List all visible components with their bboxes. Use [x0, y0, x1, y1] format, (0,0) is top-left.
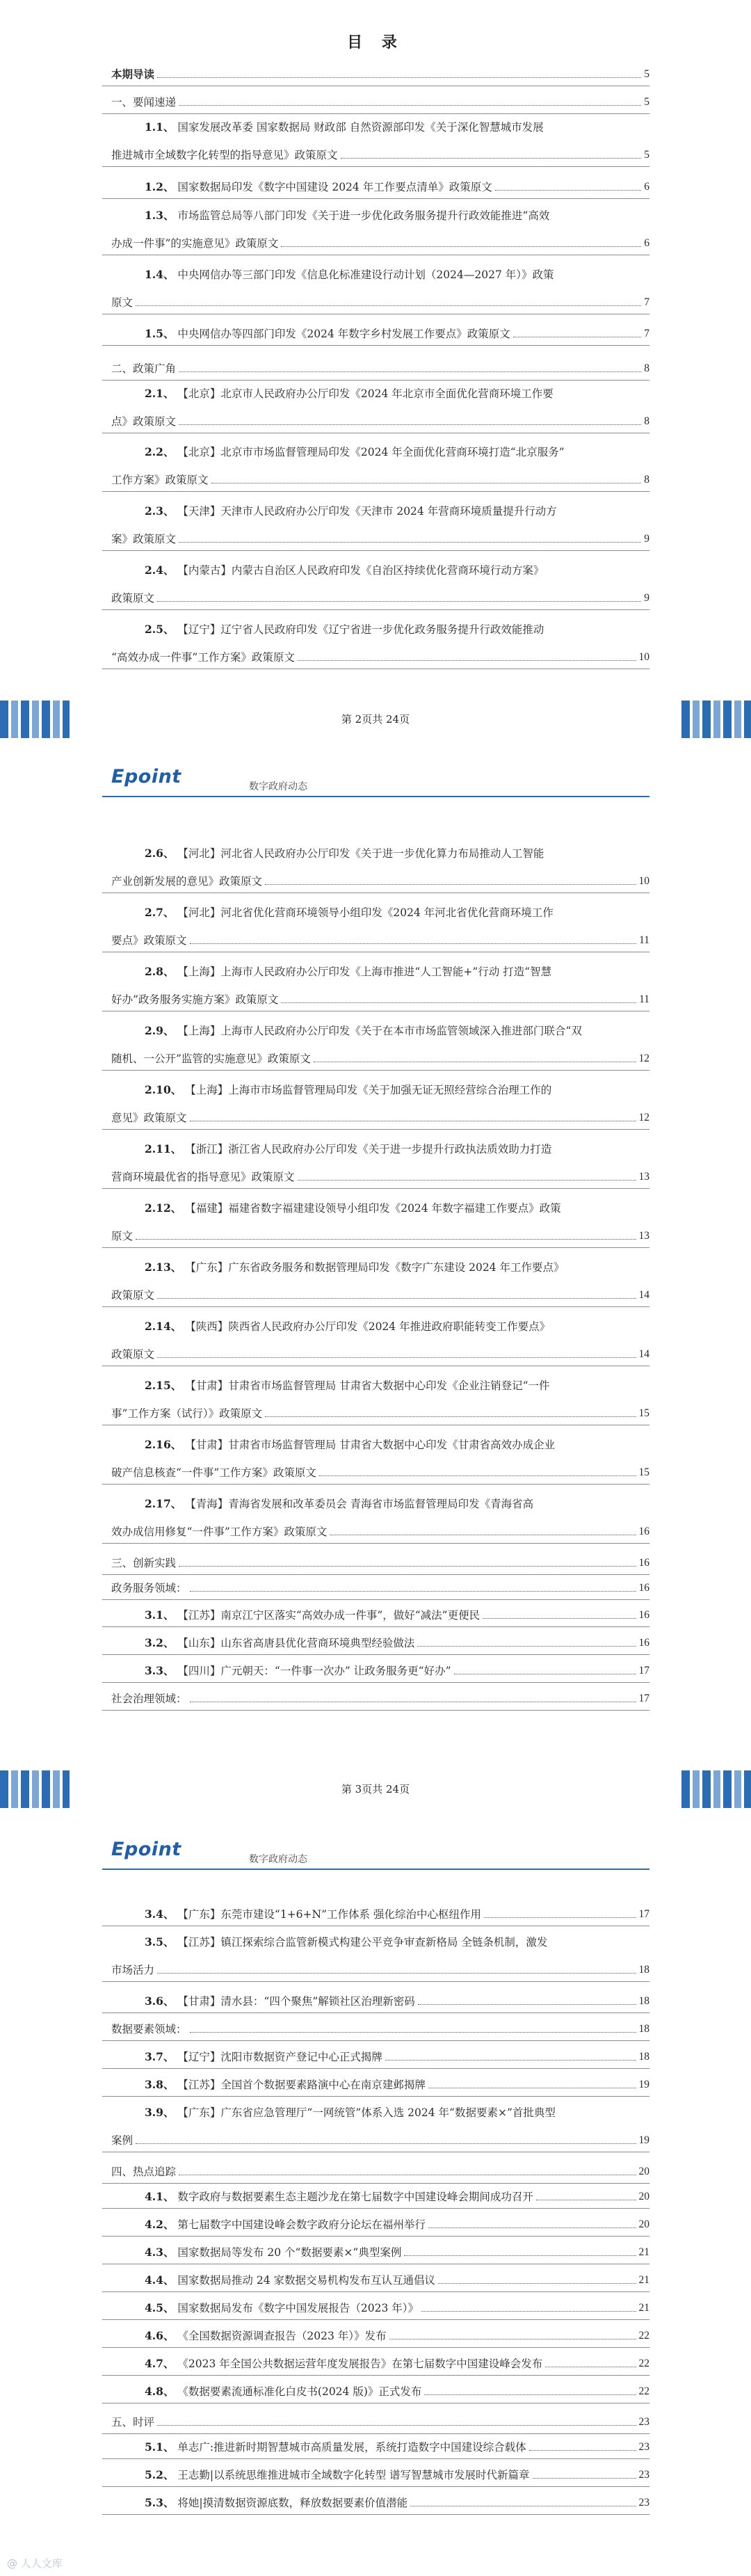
dot-leader: [529, 2449, 636, 2451]
toc-entry-text: 意见》政策原文: [111, 1112, 187, 1124]
toc-entry-text: 数字政府与数据要素生态主题沙龙在第七届数字中国建设峰会期间成功召开: [177, 2191, 533, 2203]
toc-entry-text: 一、要闻速递: [111, 96, 177, 109]
toc-entry-text: 第七届数字中国建设峰会数字政府分论坛在福州举行: [177, 2218, 426, 2231]
toc-entry-text: 【广东】广东省政务服务和数据管理局印发《数字广东建设 2024 年工作要点》: [185, 1261, 565, 1274]
toc-entry-text: 案》政策原文: [111, 533, 177, 545]
dot-leader: [483, 1617, 636, 1619]
page-number: 第 3页共 24页: [341, 1783, 410, 1795]
dot-leader: [179, 371, 641, 372]
toc-page-number: 18: [638, 2051, 649, 2063]
toc-page-number: 17: [638, 1908, 649, 1920]
toc-entry-text: 【青海】青海省发展和改革委员会 青海省市场监督管理局印发《青海省高: [185, 1498, 534, 1510]
toc-entry-number: 2.5、: [145, 623, 175, 636]
toc-page-number: 20: [638, 2218, 649, 2230]
toc-entry-text: 【辽宁】沈阳市数据资产登记中心正式揭牌: [177, 2051, 382, 2063]
dot-leader: [404, 2255, 636, 2256]
dot-leader: [341, 157, 642, 159]
dot-leader: [533, 2477, 636, 2479]
toc-entry-text: 国家数据局推动 24 家数据交易机构发布互认互通倡议: [177, 2274, 435, 2287]
toc-entry-number: 3.5、: [145, 1935, 175, 1949]
page-footer-band-2: [0, 1770, 751, 1808]
toc-entry-number: 5.1、: [145, 2440, 175, 2454]
toc-entry-text: 【江苏】全国首个数据要素路演中心在南京建邺揭牌: [177, 2079, 426, 2091]
toc-entry-number: 2.3、: [145, 504, 175, 518]
toc-page-number: 23: [638, 2497, 649, 2509]
toc-entry-number: 2.6、: [145, 847, 175, 860]
dot-leader: [179, 2174, 636, 2175]
toc-entry-number: 3.8、: [145, 2078, 175, 2091]
toc-page-number: 22: [638, 2330, 649, 2342]
toc-entry-text: 【甘肃】甘肃省市场监督管理局 甘肃省大数据中心印发《企业注销登记“一件: [185, 1379, 550, 1392]
toc-page-number: 5: [644, 96, 649, 108]
dot-leader: [179, 1565, 636, 1567]
toc-entry-text: 王志勤|以系统思维推进城市全域数字化转型 谱写智慧城市发展时代新篇章: [177, 2469, 530, 2481]
toc-entry-text: 案例: [111, 2134, 134, 2147]
dot-leader: [410, 2505, 636, 2506]
toc-page-number: 9: [644, 533, 649, 545]
toc-separator: [102, 2433, 649, 2434]
toc-page-number: 8: [644, 362, 649, 374]
toc-entry-text: 将她|摸清数据资源底数，释放数据要素价值潜能: [177, 2497, 408, 2509]
toc-separator: [102, 1710, 649, 1711]
dot-leader: [179, 541, 641, 543]
toc-entry-text: 国家数据局等发布 20 个“数据要素×”典型案例: [177, 2246, 402, 2259]
toc-entry-number: 2.14、: [145, 1320, 182, 1333]
toc-page-number: 12: [638, 1112, 649, 1123]
toc-entry-number: 2.10、: [145, 1083, 182, 1096]
dot-leader: [157, 1357, 636, 1358]
toc-page-number: 8: [644, 415, 649, 427]
dot-leader: [190, 1701, 636, 1702]
toc-separator: [102, 491, 649, 492]
toc-separator: [102, 2183, 649, 2184]
toc-page-number: 6: [644, 181, 649, 193]
toc-separator: [102, 345, 649, 346]
toc-page-number: 21: [638, 2302, 649, 2314]
toc-entry-number: 4.4、: [145, 2273, 175, 2287]
toc-entry-number: 4.5、: [145, 2301, 175, 2314]
toc-entry-text: 【广东】广东省应急管理厅“一网统管”体系入选 2024 年“数据要素×”首批典型: [177, 2106, 556, 2119]
toc-page-number: 12: [638, 1053, 649, 1064]
toc-page-number: 16: [638, 1582, 649, 1594]
toc-entry-text: 推进城市全域数字化转型的指导意见》政策原文: [111, 149, 338, 161]
toc-entry-text: 破产信息核查“一件事”工作方案》政策原文: [111, 1466, 316, 1479]
dot-leader: [454, 1673, 636, 1674]
toc-separator: [102, 1543, 649, 1544]
toc-separator: [102, 2319, 649, 2320]
toc-entry-text: 中央网信办等四部门印发《2024 年数字乡村发展工作要点》政策原文: [177, 328, 510, 340]
dot-leader: [298, 659, 636, 661]
toc-entry-text: 【四川】广元朝天：“一件事一次办” 让政务服务更“好办”: [177, 1665, 451, 1677]
toc-separator: [102, 2486, 649, 2487]
toc-entry-text: “高效办成一件事”工作方案》政策原文: [111, 651, 295, 664]
dot-leader: [190, 1590, 636, 1592]
toc-page-number: 21: [638, 2246, 649, 2258]
toc-page-number: 8: [644, 474, 649, 486]
toc-separator: [102, 2096, 649, 2097]
toc-page-number: 10: [638, 875, 649, 887]
toc-page-number: 15: [638, 1407, 649, 1419]
dot-leader: [190, 2031, 636, 2033]
toc-page-number: 6: [644, 237, 649, 249]
dot-leader: [281, 246, 641, 247]
toc-page-number: 16: [638, 1526, 649, 1537]
toc-page-number: 23: [638, 2469, 649, 2481]
page-header-3: [0, 1828, 751, 1912]
header-subtitle: 数字政府动态: [249, 781, 307, 792]
dot-leader: [495, 189, 642, 191]
toc-entry-text: 【上海】上海市市场监督管理局印发《关于加强无证无照经营综合治理工作的: [185, 1084, 552, 1096]
toc-page-number: 18: [638, 1995, 649, 2007]
toc-page-number: 14: [638, 1348, 649, 1360]
toc-entry-text: 国家数据局发布《数字中国发展报告（2023 年）》: [177, 2302, 419, 2314]
toc-separator: [102, 2458, 649, 2459]
toc-page-number: 7: [644, 296, 649, 308]
toc-entry-number: 2.17、: [145, 1497, 182, 1510]
toc-entry-text: 市场活力: [111, 1964, 155, 1976]
dot-leader: [385, 2059, 636, 2061]
toc-entry-text: 【广东】东莞市建设“1+6+N”工作体系 强化综治中心枢纽作用: [177, 1908, 481, 1921]
dot-leader: [421, 2310, 636, 2312]
dot-leader: [190, 943, 637, 944]
toc-entry-number: 2.16、: [145, 1438, 182, 1451]
toc-entry-text: 社会治理领域：: [111, 1693, 187, 1705]
page-footer-band-1: [0, 701, 751, 738]
toc-entry-text: 《全国数据资源调查报告（2023 年）》发布: [177, 2330, 387, 2342]
dot-leader: [136, 305, 641, 306]
watermark: @ 人人文库: [7, 2557, 63, 2570]
toc-entry-number: 4.6、: [145, 2329, 175, 2342]
toc-entry-number: 3.1、: [145, 1608, 175, 1622]
toc-separator: [102, 2236, 649, 2237]
toc-separator: [102, 1070, 649, 1071]
toc-entry-text: 国家数据局印发《数字中国建设 2024 年工作要点清单》政策原文: [177, 181, 492, 193]
toc-separator: [102, 2068, 649, 2069]
toc-entry-number: 2.1、: [145, 387, 175, 400]
toc-entry-text: 效办成信用修复“一件事”工作方案》政策原文: [111, 1526, 328, 1538]
toc-entry-text: 【内蒙古】内蒙古自治区人民政府印发《自治区持续优化营商环境行动方案》: [177, 564, 544, 577]
toc-separator: [102, 113, 649, 114]
toc-separator: [102, 166, 649, 167]
dot-leader: [314, 1061, 636, 1062]
toc-separator: [102, 2375, 649, 2376]
toc-entry-number: 4.1、: [145, 2190, 175, 2203]
header-rule: [102, 796, 649, 797]
dot-leader: [330, 1534, 636, 1535]
toc-page-number: 9: [644, 592, 649, 604]
toc-separator: [102, 2514, 649, 2515]
page-header-2: [0, 755, 751, 839]
dot-leader: [157, 77, 641, 78]
toc-entry-text: 原文: [111, 296, 134, 309]
toc-entry-text: 【山东】山东省高唐县优化营商环境典型经验做法: [177, 1637, 415, 1649]
dot-leader: [389, 2338, 636, 2339]
toc-separator: [102, 1626, 649, 1627]
toc-entry-text: 四、热点追踪: [111, 2166, 177, 2178]
toc-page-number: 14: [638, 1289, 649, 1301]
dot-leader: [136, 1238, 636, 1240]
toc-entry-text: 【陕西】陕西省人民政府办公厅印发《2024 年推进政府职能转变工作要点》: [185, 1320, 551, 1333]
toc-entry-text: 【甘肃】清水县：“四个聚焦”解锁社区治理新密码: [177, 1995, 415, 2008]
toc-entry-text: 【北京】北京市人民政府办公厅印发《2024 年北京市全面优化营商环境工作要: [177, 387, 554, 400]
toc-entry-text: 五、时评: [111, 2416, 155, 2429]
dot-leader: [179, 104, 641, 106]
footer-decoration-right: [681, 701, 751, 738]
toc-page-number: 16: [638, 1609, 649, 1621]
toc-page-number: 23: [638, 2416, 649, 2428]
toc-entry-text: 【甘肃】甘肃省市场监督管理局 甘肃省大数据中心印发《甘肃省高效办成企业: [185, 1439, 556, 1451]
toc-entry-text: 国家发展改革委 国家数据局 财政部 自然资源部印发《关于深化智慧城市发展: [177, 121, 544, 134]
toc-entry-number: 2.2、: [145, 445, 175, 458]
toc-entry-number: 2.7、: [145, 906, 175, 919]
toc-entry-number: 2.4、: [145, 563, 175, 577]
toc-separator: [102, 1574, 649, 1575]
toc-entry-number: 2.13、: [145, 1261, 182, 1274]
dot-leader: [265, 883, 636, 885]
toc-entry-text: 二、政策广角: [111, 362, 177, 375]
toc-entry-text: 中央网信办等三部门印发《信息化标准建设行动计划（2024—2027 年）》政策: [177, 269, 554, 281]
toc-separator: [102, 1306, 649, 1307]
toc-separator: [102, 1247, 649, 1248]
toc-page-number: 10: [638, 651, 649, 663]
toc-page-number: 19: [638, 2079, 649, 2090]
toc-page-number: 23: [638, 2441, 649, 2453]
toc-entry-number: 4.2、: [145, 2218, 175, 2231]
toc-page-number: 5: [644, 68, 649, 80]
toc-entry-number: 1.1、: [145, 120, 175, 134]
toc-entry-text: 政策原文: [111, 592, 155, 605]
toc-page-number: 17: [638, 1665, 649, 1677]
dot-leader: [157, 600, 641, 602]
toc-entry-text: 【河北】河北省人民政府办公厅印发《关于进一步优化算力布局推动人工智能: [177, 847, 544, 860]
toc-page-number: 13: [638, 1171, 649, 1183]
toc-page-number: 15: [638, 1466, 649, 1478]
toc-entry-number: 3.2、: [145, 1636, 175, 1649]
toc-entry-text: 政策原文: [111, 1289, 155, 1302]
toc-entry-number: 3.4、: [145, 1907, 175, 1921]
dot-leader: [428, 2227, 636, 2228]
toc-entry-text: 产业创新发展的意见》政策原文: [111, 875, 263, 888]
dot-leader: [484, 1917, 636, 1918]
toc-separator: [102, 2040, 649, 2041]
toc-separator: [102, 609, 649, 610]
dot-leader: [536, 2199, 636, 2200]
toc-entry-text: 营商环境最优省的指导意见》政策原文: [111, 1171, 295, 1183]
toc-entry-text: 点》政策原文: [111, 415, 177, 428]
dot-leader: [424, 2394, 636, 2395]
toc-page-number: 18: [638, 2023, 649, 2035]
toc-entry-number: 1.4、: [145, 268, 175, 281]
toc-entry-text: 三、创新实践: [111, 1557, 177, 1569]
header-subtitle: 数字政府动态: [249, 1854, 307, 1865]
toc-page-number: 5: [644, 149, 649, 161]
toc-entry-number: 3.6、: [145, 1994, 175, 2008]
toc-page-number: 16: [638, 1637, 649, 1649]
toc-entry-text: 市场监管总局等八部门印发《关于进一步优化政务服务提升行政效能推进“高效: [177, 209, 550, 222]
dot-leader: [157, 1297, 636, 1299]
toc-separator: [102, 380, 649, 381]
toc-entry-text: 政务服务领域：: [111, 1582, 187, 1594]
toc-page-number: 18: [638, 1964, 649, 1976]
dot-leader: [157, 2424, 636, 2426]
dot-leader: [428, 2087, 636, 2088]
toc-separator: [102, 1599, 649, 1600]
dot-leader: [211, 482, 642, 483]
header-rule: [102, 1869, 649, 1870]
toc-entry-number: 2.11、: [145, 1142, 182, 1155]
toc-entry-text: 随机、一公开”监管的实施意见》政策原文: [111, 1053, 311, 1065]
dot-leader: [545, 2366, 636, 2367]
toc-entry-text: 数据要素领域：: [111, 2023, 187, 2035]
toc-page-number: 17: [638, 1693, 649, 1704]
toc-entry-text: 本期导读: [111, 67, 155, 81]
dot-leader: [418, 2003, 636, 2005]
toc-entry-number: 4.8、: [145, 2385, 175, 2398]
dot-leader: [265, 1416, 636, 1417]
dot-leader: [417, 1645, 636, 1647]
toc-page-number: 7: [644, 328, 649, 339]
toc-separator: [102, 1484, 649, 1485]
toc-entry-number: 4.3、: [145, 2246, 175, 2259]
toc-entry-text: 好办”政务服务实施方案》政策原文: [111, 993, 279, 1006]
toc-page-number: 22: [638, 2358, 649, 2369]
toc-entry-number: 2.9、: [145, 1024, 175, 1037]
dot-leader: [438, 2282, 636, 2284]
toc-page-number: 11: [639, 993, 649, 1005]
toc-entry-text: 要点》政策原文: [111, 934, 187, 947]
dot-leader: [157, 1972, 636, 1974]
toc-page-number: 16: [638, 1557, 649, 1569]
toc-page-number: 20: [638, 2166, 649, 2177]
toc-separator: [102, 1129, 649, 1130]
toc-entry-text: 原文: [111, 1230, 134, 1242]
toc-entry-text: 办成一件事”的实施意见》政策原文: [111, 237, 279, 250]
toc-entry-number: 5.3、: [145, 2496, 175, 2509]
toc-entry-number: 3.3、: [145, 1664, 175, 1677]
toc-entry-text: 《2023 年全国公共数据运营年度发展报告》在第七届数字中国建设峰会发布: [177, 2358, 543, 2370]
toc-entry-text: 【上海】上海市人民政府办公厅印发《上海市推进“人工智能+”行动 打造“智慧: [177, 966, 552, 978]
epoint-logo: Epoint: [111, 1839, 181, 1860]
toc-title: 目 录: [347, 33, 404, 51]
toc-page-number: 13: [638, 1230, 649, 1242]
footer-decoration-right: [681, 1770, 751, 1808]
toc-entry-number: 1.2、: [145, 180, 175, 193]
toc-entry-text: 【上海】上海市人民政府办公厅印发《关于在本市市场监管领域深入推进部门联合“双: [177, 1025, 582, 1037]
dot-leader: [136, 2143, 636, 2144]
toc-entry-number: 2.8、: [145, 965, 175, 978]
toc-entry-text: 【天津】天津市人民政府办公厅印发《天津市 2024 年营商环境质量提升行动方: [177, 505, 557, 518]
toc-separator: [102, 1654, 649, 1655]
toc-entry-number: 2.12、: [145, 1201, 182, 1215]
toc-separator: [102, 2208, 649, 2209]
toc-entry-number: 5.2、: [145, 2468, 175, 2481]
toc-entry-number: 3.7、: [145, 2050, 175, 2063]
toc-page-number: 21: [638, 2274, 649, 2286]
toc-entry-number: 1.5、: [145, 327, 175, 340]
toc-entry-text: 【河北】河北省优化营商环境领导小组印发《2024 年河北省优化营商环境工作: [177, 906, 554, 919]
toc-entry-text: 事”工作方案（试行）》政策原文: [111, 1407, 263, 1420]
toc-entry-text: 【江苏】南京江宁区落实“高效办成一件事”，做好“减法”更便民: [177, 1609, 481, 1622]
dot-leader: [190, 1120, 636, 1121]
toc-separator: [102, 1188, 649, 1189]
toc-separator: [102, 1981, 649, 1982]
epoint-logo: Epoint: [111, 766, 181, 787]
toc-separator: [102, 2347, 649, 2348]
toc-page-number: 11: [639, 934, 649, 946]
toc-entry-number: 2.15、: [145, 1379, 182, 1392]
toc-separator: [102, 2291, 649, 2292]
page-number: 第 2页共 24页: [341, 713, 410, 726]
toc-separator: [102, 198, 649, 199]
toc-separator: [102, 550, 649, 551]
toc-entry-text: 【辽宁】辽宁省人民政府印发《辽宁省进一步优化政务服务提升行政效能推动: [177, 623, 544, 636]
dot-leader: [298, 1179, 636, 1181]
toc-entry-text: 工作方案》政策原文: [111, 474, 209, 486]
toc-entry-text: 【福建】福建省数字福建建设领导小组印发《2024 年数字福建工作要点》政策: [185, 1202, 561, 1215]
toc-entry-text: 【浙江】浙江省人民政府办公厅印发《关于进一步提升行政执法质效助力打造: [185, 1143, 552, 1155]
toc-entry-text: 【江苏】镇江探索综合监管新模式构建公平竞争审查新格局 全链条机制，激发: [177, 1936, 548, 1949]
toc-separator: [102, 1682, 649, 1683]
toc-entry-number: 4.7、: [145, 2357, 175, 2370]
toc-entry-text: 政策原文: [111, 1348, 155, 1361]
toc-entry-number: 3.9、: [145, 2106, 175, 2119]
dot-leader: [179, 424, 641, 425]
dot-leader: [281, 1002, 636, 1003]
toc-entry-text: 单志广:推进新时期智慧城市高质量发展，系统打造数字中国建设综合载体: [177, 2441, 526, 2454]
toc-entry-text: 《数据要素流通标准化白皮书(2024 版)》正式发布: [177, 2385, 422, 2398]
toc-entry-text: 【北京】北京市市场监督管理局印发《2024 年全面优化营商环境打造“北京服务”: [177, 446, 565, 458]
toc-page-number: 19: [638, 2134, 649, 2146]
dot-leader: [319, 1475, 636, 1476]
toc-page-number: 22: [638, 2385, 649, 2397]
dot-leader: [513, 336, 641, 337]
toc-entry-number: 1.3、: [145, 209, 175, 222]
toc-page-number: 20: [638, 2191, 649, 2202]
